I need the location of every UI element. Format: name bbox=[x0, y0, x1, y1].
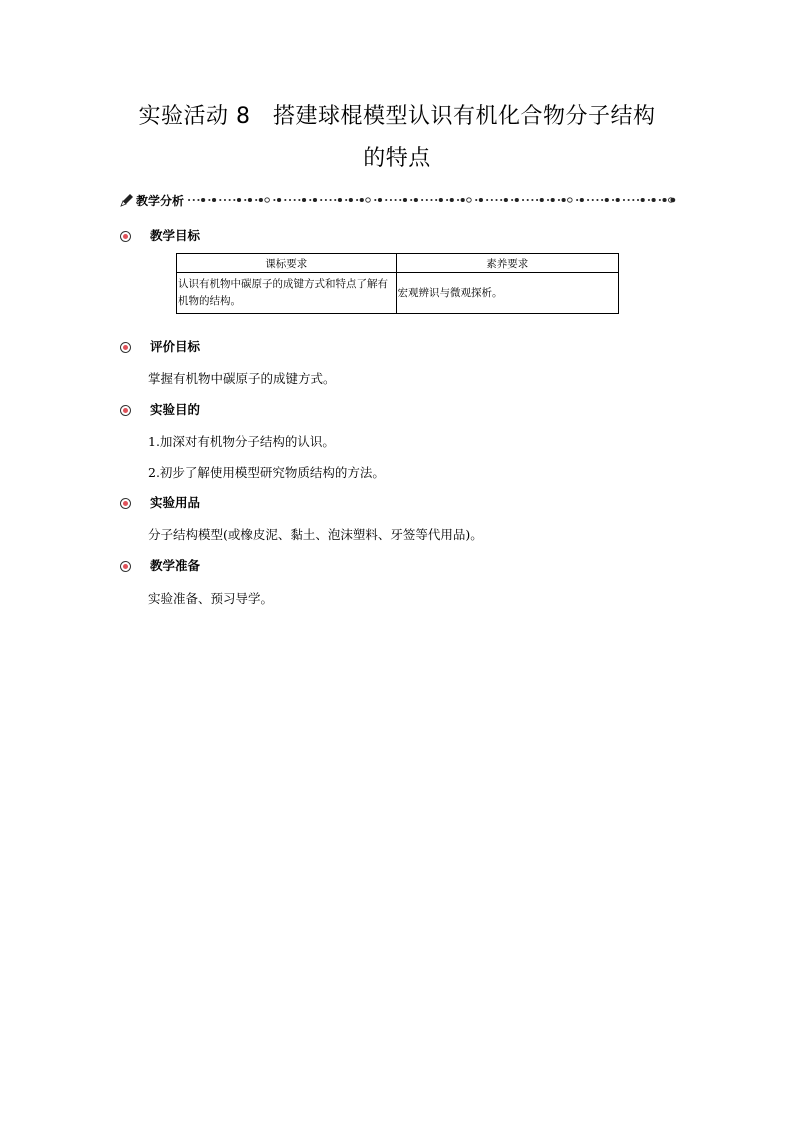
table-cell: 认识有机物中碳原子的成键方式和特点了解有机物的结构。 bbox=[177, 273, 397, 314]
table-header-row bbox=[177, 254, 619, 273]
circle-bullet-icon bbox=[120, 561, 131, 572]
circle-bullet-icon bbox=[120, 231, 131, 242]
section-experiment-purpose bbox=[120, 401, 201, 419]
section-title: 教学准备 bbox=[150, 558, 201, 573]
section-experiment-supplies bbox=[120, 494, 201, 512]
pen-icon bbox=[120, 193, 134, 207]
table-cell: 宏观辨识与微观探析。 bbox=[396, 273, 619, 314]
circle-bullet-icon bbox=[120, 405, 131, 416]
circle-bullet-icon bbox=[120, 342, 131, 353]
dotted-divider bbox=[187, 195, 676, 205]
evaluation-goals-text: 掌握有机物中碳原子的成键方式。 bbox=[148, 371, 336, 386]
experiment-supplies-text: 分子结构模型(或橡皮泥、黏土、泡沫塑料、牙签等代用品)。 bbox=[148, 527, 483, 542]
section-evaluation-goals bbox=[120, 338, 201, 356]
list-item: 1.加深对有机物分子结构的认识。 bbox=[148, 434, 335, 449]
list-item: 2.初步了解使用模型研究物质结构的方法。 bbox=[148, 465, 385, 480]
table-header-cell: 课标要求 bbox=[177, 254, 397, 273]
page-title-line-2: 的特点 bbox=[363, 146, 431, 171]
section-teaching-preparation bbox=[120, 557, 201, 575]
goals-table bbox=[176, 253, 619, 314]
table-header-cell: 素养要求 bbox=[396, 254, 619, 273]
section-title: 教学目标 bbox=[150, 228, 201, 243]
page-title-line-1: 实验活动 8 搭建球棍模型认识有机化合物分子结构 bbox=[138, 104, 656, 129]
section-title: 实验目的 bbox=[150, 402, 201, 417]
table-row bbox=[177, 273, 619, 314]
circle-bullet-icon bbox=[120, 498, 131, 509]
teaching-preparation-text: 实验准备、预习导学。 bbox=[148, 591, 274, 606]
teaching-analysis-label: 教学分析 bbox=[136, 193, 185, 208]
section-title: 评价目标 bbox=[150, 339, 201, 354]
section-title: 实验用品 bbox=[150, 495, 201, 510]
section-teaching-goals bbox=[120, 227, 201, 245]
teaching-analysis-bar bbox=[120, 191, 676, 209]
